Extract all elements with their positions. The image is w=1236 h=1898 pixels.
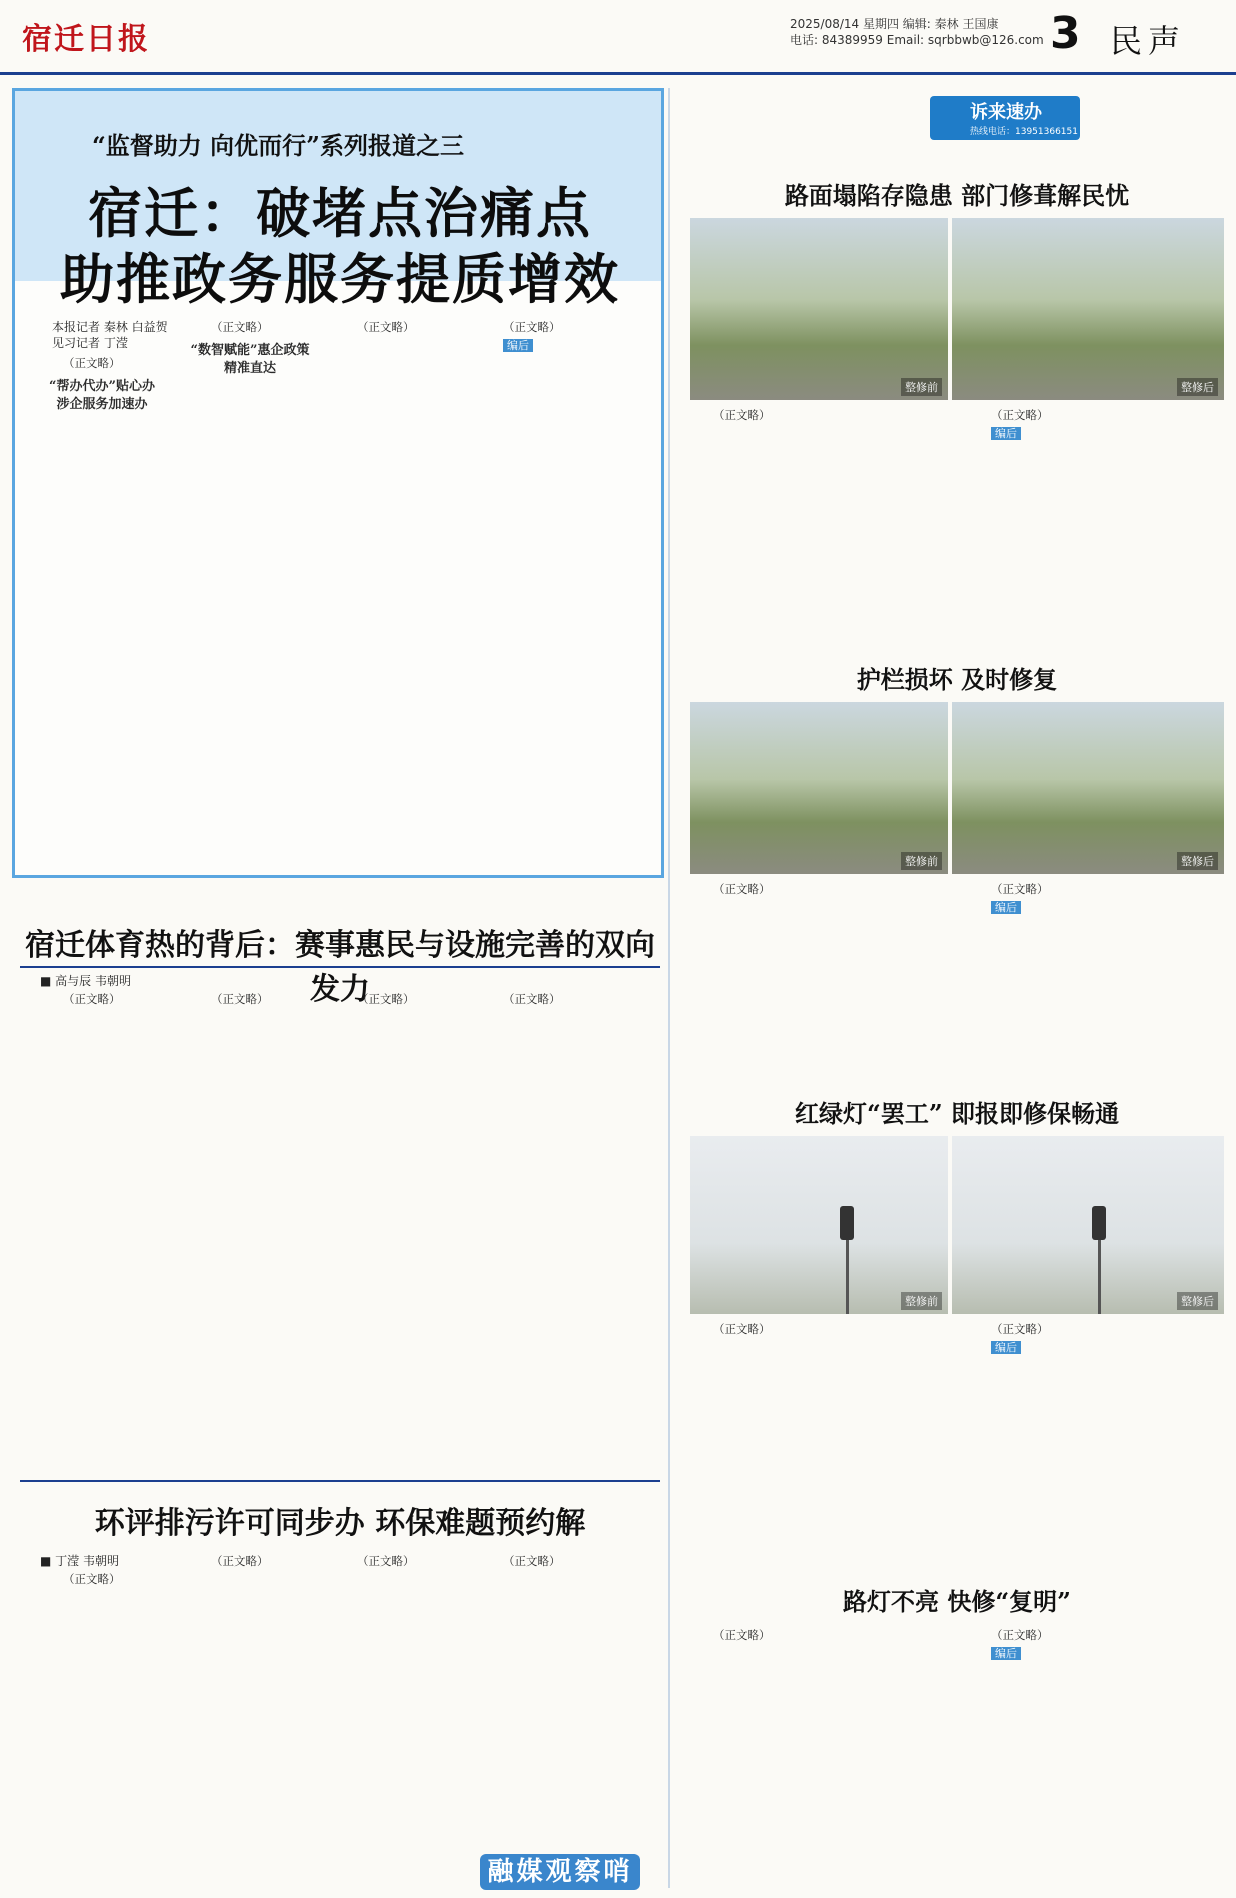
sidebar-story-2-title: 护栏损坏 及时修复 [856, 665, 1058, 694]
sidebar-brand-box [930, 96, 1080, 140]
sports-col-1: （正文略） [63, 992, 121, 1006]
traffic-light-icon [840, 1206, 854, 1240]
story-1-photo-after [952, 218, 1224, 400]
story-4-text-left: （正文略） [713, 1628, 771, 1642]
newspaper-logo: 宿迁日报 [22, 22, 150, 57]
env-title: 环评排污许可同步办 环保难题预约解 [94, 1506, 586, 1541]
story-3-editor-tag: 编后 [991, 1341, 1021, 1354]
sports-col-3: （正文略） [357, 992, 415, 1006]
contact-line: 电话: 84389959 Email: sqrbbwb@126.com [790, 33, 1044, 47]
story-3-photo-before [690, 1136, 948, 1314]
sidebar-story-3-title: 红绿灯“罢工” 即报即修保畅通 [795, 1099, 1119, 1128]
issue-info [790, 16, 1044, 48]
feature-intern: 见习记者 丁滢 [52, 336, 128, 350]
sports-title: 宿迁体育热的背后：赛事惠民与设施完善的双向发力 [25, 928, 655, 1007]
story-2-text-right: （正文略） 编后 [991, 882, 1049, 914]
story-1-editor-tag: 编后 [991, 427, 1021, 440]
feature-col-4: （正文略） 编后 [503, 320, 561, 352]
feature-col-1: （正文略） “帮办代办”贴心办 涉企服务加速办 [40, 354, 164, 854]
story-1-text-left: （正文略） [713, 408, 771, 422]
feature-byline: 本报记者 秦林 白益贺 [52, 320, 168, 334]
sports-col-4: （正文略） [503, 992, 561, 1006]
env-top-rule [20, 1480, 660, 1482]
story-3-photo-after [952, 1136, 1224, 1314]
editor-tag: 编后 [503, 339, 533, 352]
story-2-caption-before: 整修前 [901, 852, 942, 870]
env-byline: ■ 丁滢 韦朝明 [40, 1554, 119, 1568]
feature-title [40, 180, 640, 312]
story-2-editor-tag: 编后 [991, 901, 1021, 914]
env-col-2: （正文略） [211, 1554, 269, 1568]
sports-byline: ■ 高与辰 韦朝明 [40, 974, 131, 988]
story-2-photo-before [690, 702, 948, 874]
story-1-caption-after: 整修后 [1177, 378, 1218, 396]
series-title: “监督助力 向优而行”系列报道之三 [92, 131, 464, 160]
story-1-photo-before [690, 218, 948, 400]
env-col-1: （正文略） [63, 1572, 121, 1586]
feature-col-2: （正文略） “数智赋能”惠企政策 精准直达 [188, 318, 312, 854]
story-4-text-right: （正文略） 编后 [991, 1628, 1049, 1660]
story-2-photo-after [952, 702, 1224, 874]
brand-hotline: 热线电话：13951366151 [970, 127, 1078, 137]
section-name: 民声 [1110, 22, 1187, 60]
brand-name: 诉来速办 [970, 102, 1042, 123]
story-2-caption-after: 整修后 [1177, 852, 1218, 870]
page-number: 3 [1050, 8, 1081, 59]
feature-subhead-1: “帮办代办”贴心办 涉企服务加速办 [49, 379, 155, 412]
feature-subhead-2: “数智赋能”惠企政策 精准直达 [190, 343, 310, 376]
story-2-text-left: （正文略） [713, 882, 771, 896]
sidebar-story-1-title: 路面塌陷存隐患 部门修葺解民忧 [784, 181, 1130, 210]
story-3-text-left: （正文略） [713, 1322, 771, 1336]
sidebar-divider [668, 88, 670, 1888]
story-3-text-right: （正文略） 编后 [991, 1322, 1049, 1354]
story-1-caption-before: 整修前 [901, 378, 942, 396]
media-observation-badge: 融媒观察哨 [480, 1854, 640, 1890]
story-4-editor-tag: 编后 [991, 1647, 1021, 1660]
traffic-light-pole-after [1098, 1240, 1101, 1314]
sports-col-2: （正文略） [211, 992, 269, 1006]
env-col-4: （正文略） [503, 1554, 561, 1568]
sports-rule [20, 966, 660, 968]
date-line: 2025/08/14 星期四 编辑: 秦林 王国康 [790, 17, 999, 31]
env-col-3: （正文略） [357, 1554, 415, 1568]
story-1-text-right: （正文略） 编后 [991, 408, 1049, 440]
sidebar-story-4-title: 路灯不亮 快修“复明” [843, 1587, 1071, 1616]
story-3-caption-after: 整修后 [1177, 1292, 1218, 1310]
feature-title-line1: 宿迁：破堵点治痛点 [88, 181, 592, 245]
traffic-light-icon-after [1092, 1206, 1106, 1240]
feature-title-line2: 助推政务服务提质增效 [60, 247, 620, 311]
feature-col-3: （正文略） [357, 320, 415, 334]
story-3-caption-before: 整修前 [901, 1292, 942, 1310]
traffic-light-pole [846, 1240, 849, 1314]
